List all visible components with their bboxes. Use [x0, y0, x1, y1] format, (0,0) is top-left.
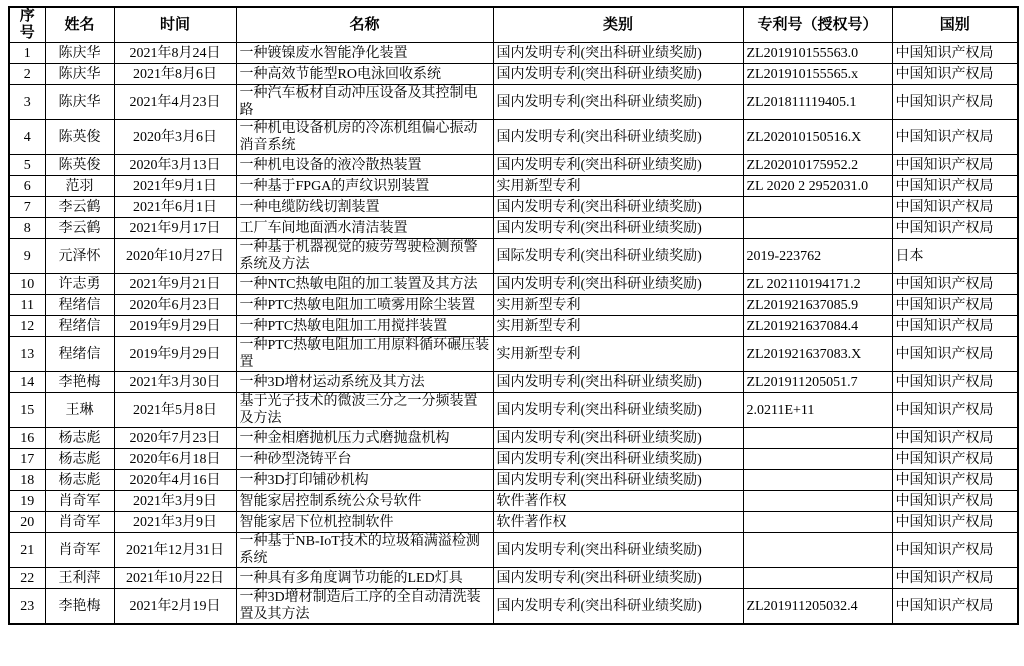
header-country: 国别: [892, 7, 1018, 43]
cell-country: 中国知识产权局: [892, 43, 1018, 64]
cell-country: 中国知识产权局: [892, 512, 1018, 533]
cell-index: 22: [9, 568, 45, 589]
cell-index: 7: [9, 197, 45, 218]
cell-name: 杨志彪: [45, 428, 114, 449]
cell-patent_no: [743, 218, 892, 239]
cell-index: 21: [9, 533, 45, 568]
table-row: [9, 176, 1018, 197]
cell-title: 一种3D打印铺砂机构: [236, 470, 493, 491]
cell-category: 国内发明专利(突出科研业绩奖励): [493, 533, 743, 568]
cell-index: 14: [9, 372, 45, 393]
cell-patent_no: [743, 197, 892, 218]
cell-index: 20: [9, 512, 45, 533]
cell-patent_no: ZL201911205051.7: [743, 372, 892, 393]
cell-date: 2020年10月27日: [114, 239, 236, 274]
cell-title: 一种基于NB-IoT技术的垃圾箱满溢检测系统: [236, 533, 493, 568]
cell-category: 实用新型专利: [493, 316, 743, 337]
cell-date: 2021年2月19日: [114, 589, 236, 625]
table-row: [9, 449, 1018, 470]
cell-date: 2019年9月29日: [114, 337, 236, 372]
cell-name: 肖奇军: [45, 491, 114, 512]
cell-title: 一种PTC热敏电阻加工喷雾用除尘装置: [236, 295, 493, 316]
cell-date: 2021年8月24日: [114, 43, 236, 64]
cell-name: 陈庆华: [45, 64, 114, 85]
table-header: [9, 7, 1018, 43]
cell-name: 程绪信: [45, 337, 114, 372]
header-index: 序号: [9, 7, 45, 43]
cell-title: 一种高效节能型RO电泳回收系统: [236, 64, 493, 85]
cell-name: 程绪信: [45, 295, 114, 316]
cell-country: 中国知识产权局: [892, 155, 1018, 176]
cell-date: 2021年4月23日: [114, 85, 236, 120]
cell-category: 国内发明专利(突出科研业绩奖励): [493, 274, 743, 295]
header-patent-no: 专利号（授权号）: [743, 7, 892, 43]
cell-name: 杨志彪: [45, 449, 114, 470]
header-title: 名称: [236, 7, 493, 43]
cell-category: 国内发明专利(突出科研业绩奖励): [493, 85, 743, 120]
table-row: [9, 533, 1018, 568]
cell-index: 10: [9, 274, 45, 295]
cell-index: 11: [9, 295, 45, 316]
cell-index: 19: [9, 491, 45, 512]
cell-country: 中国知识产权局: [892, 197, 1018, 218]
cell-country: 中国知识产权局: [892, 64, 1018, 85]
cell-patent_no: [743, 491, 892, 512]
cell-date: 2021年3月30日: [114, 372, 236, 393]
cell-date: 2021年10月22日: [114, 568, 236, 589]
cell-country: 中国知识产权局: [892, 316, 1018, 337]
cell-patent_no: ZL 202110194171.2: [743, 274, 892, 295]
cell-index: 8: [9, 218, 45, 239]
cell-country: 中国知识产权局: [892, 176, 1018, 197]
cell-country: 中国知识产权局: [892, 295, 1018, 316]
cell-category: 国内发明专利(突出科研业绩奖励): [493, 589, 743, 625]
table-row: [9, 274, 1018, 295]
table-row: [9, 512, 1018, 533]
cell-patent_no: 2.0211E+11: [743, 393, 892, 428]
cell-category: 软件著作权: [493, 491, 743, 512]
cell-date: 2019年9月29日: [114, 316, 236, 337]
table-row: [9, 64, 1018, 85]
cell-title: 一种金相磨抛机压力式磨抛盘机构: [236, 428, 493, 449]
table-row: [9, 120, 1018, 155]
cell-title: 一种机电设备的液冷散热装置: [236, 155, 493, 176]
cell-index: 13: [9, 337, 45, 372]
cell-date: 2020年6月18日: [114, 449, 236, 470]
cell-date: 2021年6月1日: [114, 197, 236, 218]
table-row: [9, 85, 1018, 120]
cell-title: 一种基于FPGA的声纹识别装置: [236, 176, 493, 197]
cell-name: 李云鹤: [45, 197, 114, 218]
table-row: [9, 491, 1018, 512]
cell-index: 12: [9, 316, 45, 337]
cell-country: 中国知识产权局: [892, 372, 1018, 393]
cell-index: 16: [9, 428, 45, 449]
cell-title: 一种3D增材运动系统及其方法: [236, 372, 493, 393]
table-row: [9, 393, 1018, 428]
cell-name: 许志勇: [45, 274, 114, 295]
cell-index: 18: [9, 470, 45, 491]
cell-category: 国内发明专利(突出科研业绩奖励): [493, 449, 743, 470]
cell-index: 1: [9, 43, 45, 64]
header-category: 类别: [493, 7, 743, 43]
cell-patent_no: ZL201921637084.4: [743, 316, 892, 337]
table-body: [9, 43, 1018, 625]
cell-date: 2021年9月21日: [114, 274, 236, 295]
cell-country: 中国知识产权局: [892, 470, 1018, 491]
table-row: [9, 372, 1018, 393]
cell-country: 中国知识产权局: [892, 274, 1018, 295]
cell-category: 国内发明专利(突出科研业绩奖励): [493, 64, 743, 85]
cell-patent_no: ZL202010150516.X: [743, 120, 892, 155]
cell-title: 一种PTC热敏电阻加工用原料循环碾压装置: [236, 337, 493, 372]
cell-country: 中国知识产权局: [892, 337, 1018, 372]
cell-category: 国内发明专利(突出科研业绩奖励): [493, 218, 743, 239]
table-row: [9, 589, 1018, 625]
cell-country: 中国知识产权局: [892, 428, 1018, 449]
cell-country: 中国知识产权局: [892, 533, 1018, 568]
table-row: [9, 428, 1018, 449]
cell-patent_no: ZL201910155563.0: [743, 43, 892, 64]
cell-category: 实用新型专利: [493, 176, 743, 197]
cell-patent_no: ZL201911205032.4: [743, 589, 892, 625]
cell-title: 一种电缆防线切割装置: [236, 197, 493, 218]
cell-category: 实用新型专利: [493, 337, 743, 372]
cell-name: 肖奇军: [45, 533, 114, 568]
cell-country: 中国知识产权局: [892, 589, 1018, 625]
cell-index: 4: [9, 120, 45, 155]
cell-index: 17: [9, 449, 45, 470]
cell-country: 中国知识产权局: [892, 393, 1018, 428]
cell-title: 一种砂型浇铸平台: [236, 449, 493, 470]
table-row: [9, 197, 1018, 218]
header-date: 时间: [114, 7, 236, 43]
cell-title: 一种汽车板材自动冲压设备及其控制电路: [236, 85, 493, 120]
cell-date: 2021年8月6日: [114, 64, 236, 85]
cell-date: 2021年12月31日: [114, 533, 236, 568]
cell-date: 2020年3月6日: [114, 120, 236, 155]
cell-country: 中国知识产权局: [892, 120, 1018, 155]
cell-patent_no: ZL201921637083.X: [743, 337, 892, 372]
cell-date: 2021年5月8日: [114, 393, 236, 428]
table-row: [9, 155, 1018, 176]
cell-category: 国内发明专利(突出科研业绩奖励): [493, 568, 743, 589]
cell-name: 杨志彪: [45, 470, 114, 491]
cell-title: 一种PTC热敏电阻加工用搅拌装置: [236, 316, 493, 337]
cell-country: 中国知识产权局: [892, 449, 1018, 470]
cell-patent_no: [743, 512, 892, 533]
cell-index: 6: [9, 176, 45, 197]
cell-patent_no: ZL202010175952.2: [743, 155, 892, 176]
cell-patent_no: [743, 568, 892, 589]
header-row: [9, 7, 1018, 43]
cell-patent_no: ZL 2020 2 2952031.0: [743, 176, 892, 197]
cell-category: 软件著作权: [493, 512, 743, 533]
cell-name: 李艳梅: [45, 372, 114, 393]
cell-index: 23: [9, 589, 45, 625]
cell-name: 陈庆华: [45, 85, 114, 120]
cell-category: 实用新型专利: [493, 295, 743, 316]
cell-title: 一种NTC热敏电阻的加工装置及其方法: [236, 274, 493, 295]
cell-category: 国内发明专利(突出科研业绩奖励): [493, 428, 743, 449]
cell-date: 2020年6月23日: [114, 295, 236, 316]
cell-patent_no: [743, 449, 892, 470]
cell-patent_no: ZL201811119405.1: [743, 85, 892, 120]
cell-name: 陈英俊: [45, 120, 114, 155]
cell-category: 国内发明专利(突出科研业绩奖励): [493, 43, 743, 64]
table-row: [9, 470, 1018, 491]
table-row: [9, 337, 1018, 372]
cell-title: 基于光子技术的微波三分之一分频装置及方法: [236, 393, 493, 428]
cell-date: 2021年3月9日: [114, 491, 236, 512]
cell-title: 工厂车间地面洒水清洁装置: [236, 218, 493, 239]
cell-name: 程绪信: [45, 316, 114, 337]
cell-title: 一种具有多角度调节功能的LED灯具: [236, 568, 493, 589]
cell-name: 陈英俊: [45, 155, 114, 176]
cell-name: 李艳梅: [45, 589, 114, 625]
cell-index: 2: [9, 64, 45, 85]
cell-country: 中国知识产权局: [892, 491, 1018, 512]
cell-date: 2021年9月17日: [114, 218, 236, 239]
cell-title: 智能家居控制系统公众号软件: [236, 491, 493, 512]
cell-name: 王琳: [45, 393, 114, 428]
cell-category: 国内发明专利(突出科研业绩奖励): [493, 372, 743, 393]
cell-title: 智能家居下位机控制软件: [236, 512, 493, 533]
cell-name: 元泽怀: [45, 239, 114, 274]
cell-patent_no: [743, 470, 892, 491]
cell-category: 国内发明专利(突出科研业绩奖励): [493, 393, 743, 428]
cell-category: 国际发明专利(突出科研业绩奖励): [493, 239, 743, 274]
cell-name: 陈庆华: [45, 43, 114, 64]
cell-country: 中国知识产权局: [892, 218, 1018, 239]
cell-date: 2020年4月16日: [114, 470, 236, 491]
cell-category: 国内发明专利(突出科研业绩奖励): [493, 155, 743, 176]
cell-category: 国内发明专利(突出科研业绩奖励): [493, 197, 743, 218]
cell-index: 3: [9, 85, 45, 120]
cell-date: 2021年3月9日: [114, 512, 236, 533]
cell-date: 2020年7月23日: [114, 428, 236, 449]
cell-title: 一种3D增材制造后工序的全自动清洗装置及其方法: [236, 589, 493, 625]
cell-name: 范羽: [45, 176, 114, 197]
cell-index: 9: [9, 239, 45, 274]
cell-country: 日本: [892, 239, 1018, 274]
cell-index: 5: [9, 155, 45, 176]
cell-title: 一种镀镍废水智能净化装置: [236, 43, 493, 64]
cell-date: 2021年9月1日: [114, 176, 236, 197]
cell-title: 一种基于机器视觉的疲劳驾驶检测预警系统及方法: [236, 239, 493, 274]
cell-index: 15: [9, 393, 45, 428]
cell-date: 2020年3月13日: [114, 155, 236, 176]
cell-name: 肖奇军: [45, 512, 114, 533]
cell-name: 李云鹤: [45, 218, 114, 239]
cell-patent_no: [743, 428, 892, 449]
patent-table: [8, 6, 1019, 625]
cell-patent_no: ZL201910155565.x: [743, 64, 892, 85]
cell-category: 国内发明专利(突出科研业绩奖励): [493, 470, 743, 491]
header-name: 姓名: [45, 7, 114, 43]
table-row: [9, 316, 1018, 337]
cell-country: 中国知识产权局: [892, 568, 1018, 589]
table-row: [9, 218, 1018, 239]
cell-patent_no: ZL201921637085.9: [743, 295, 892, 316]
cell-patent_no: 2019-223762: [743, 239, 892, 274]
cell-country: 中国知识产权局: [892, 85, 1018, 120]
table-row: [9, 239, 1018, 274]
cell-patent_no: [743, 533, 892, 568]
table-row: [9, 295, 1018, 316]
cell-name: 王利萍: [45, 568, 114, 589]
table-row: [9, 568, 1018, 589]
cell-title: 一种机电设备机房的冷冻机组偏心振动消音系统: [236, 120, 493, 155]
cell-category: 国内发明专利(突出科研业绩奖励): [493, 120, 743, 155]
table-row: [9, 43, 1018, 64]
